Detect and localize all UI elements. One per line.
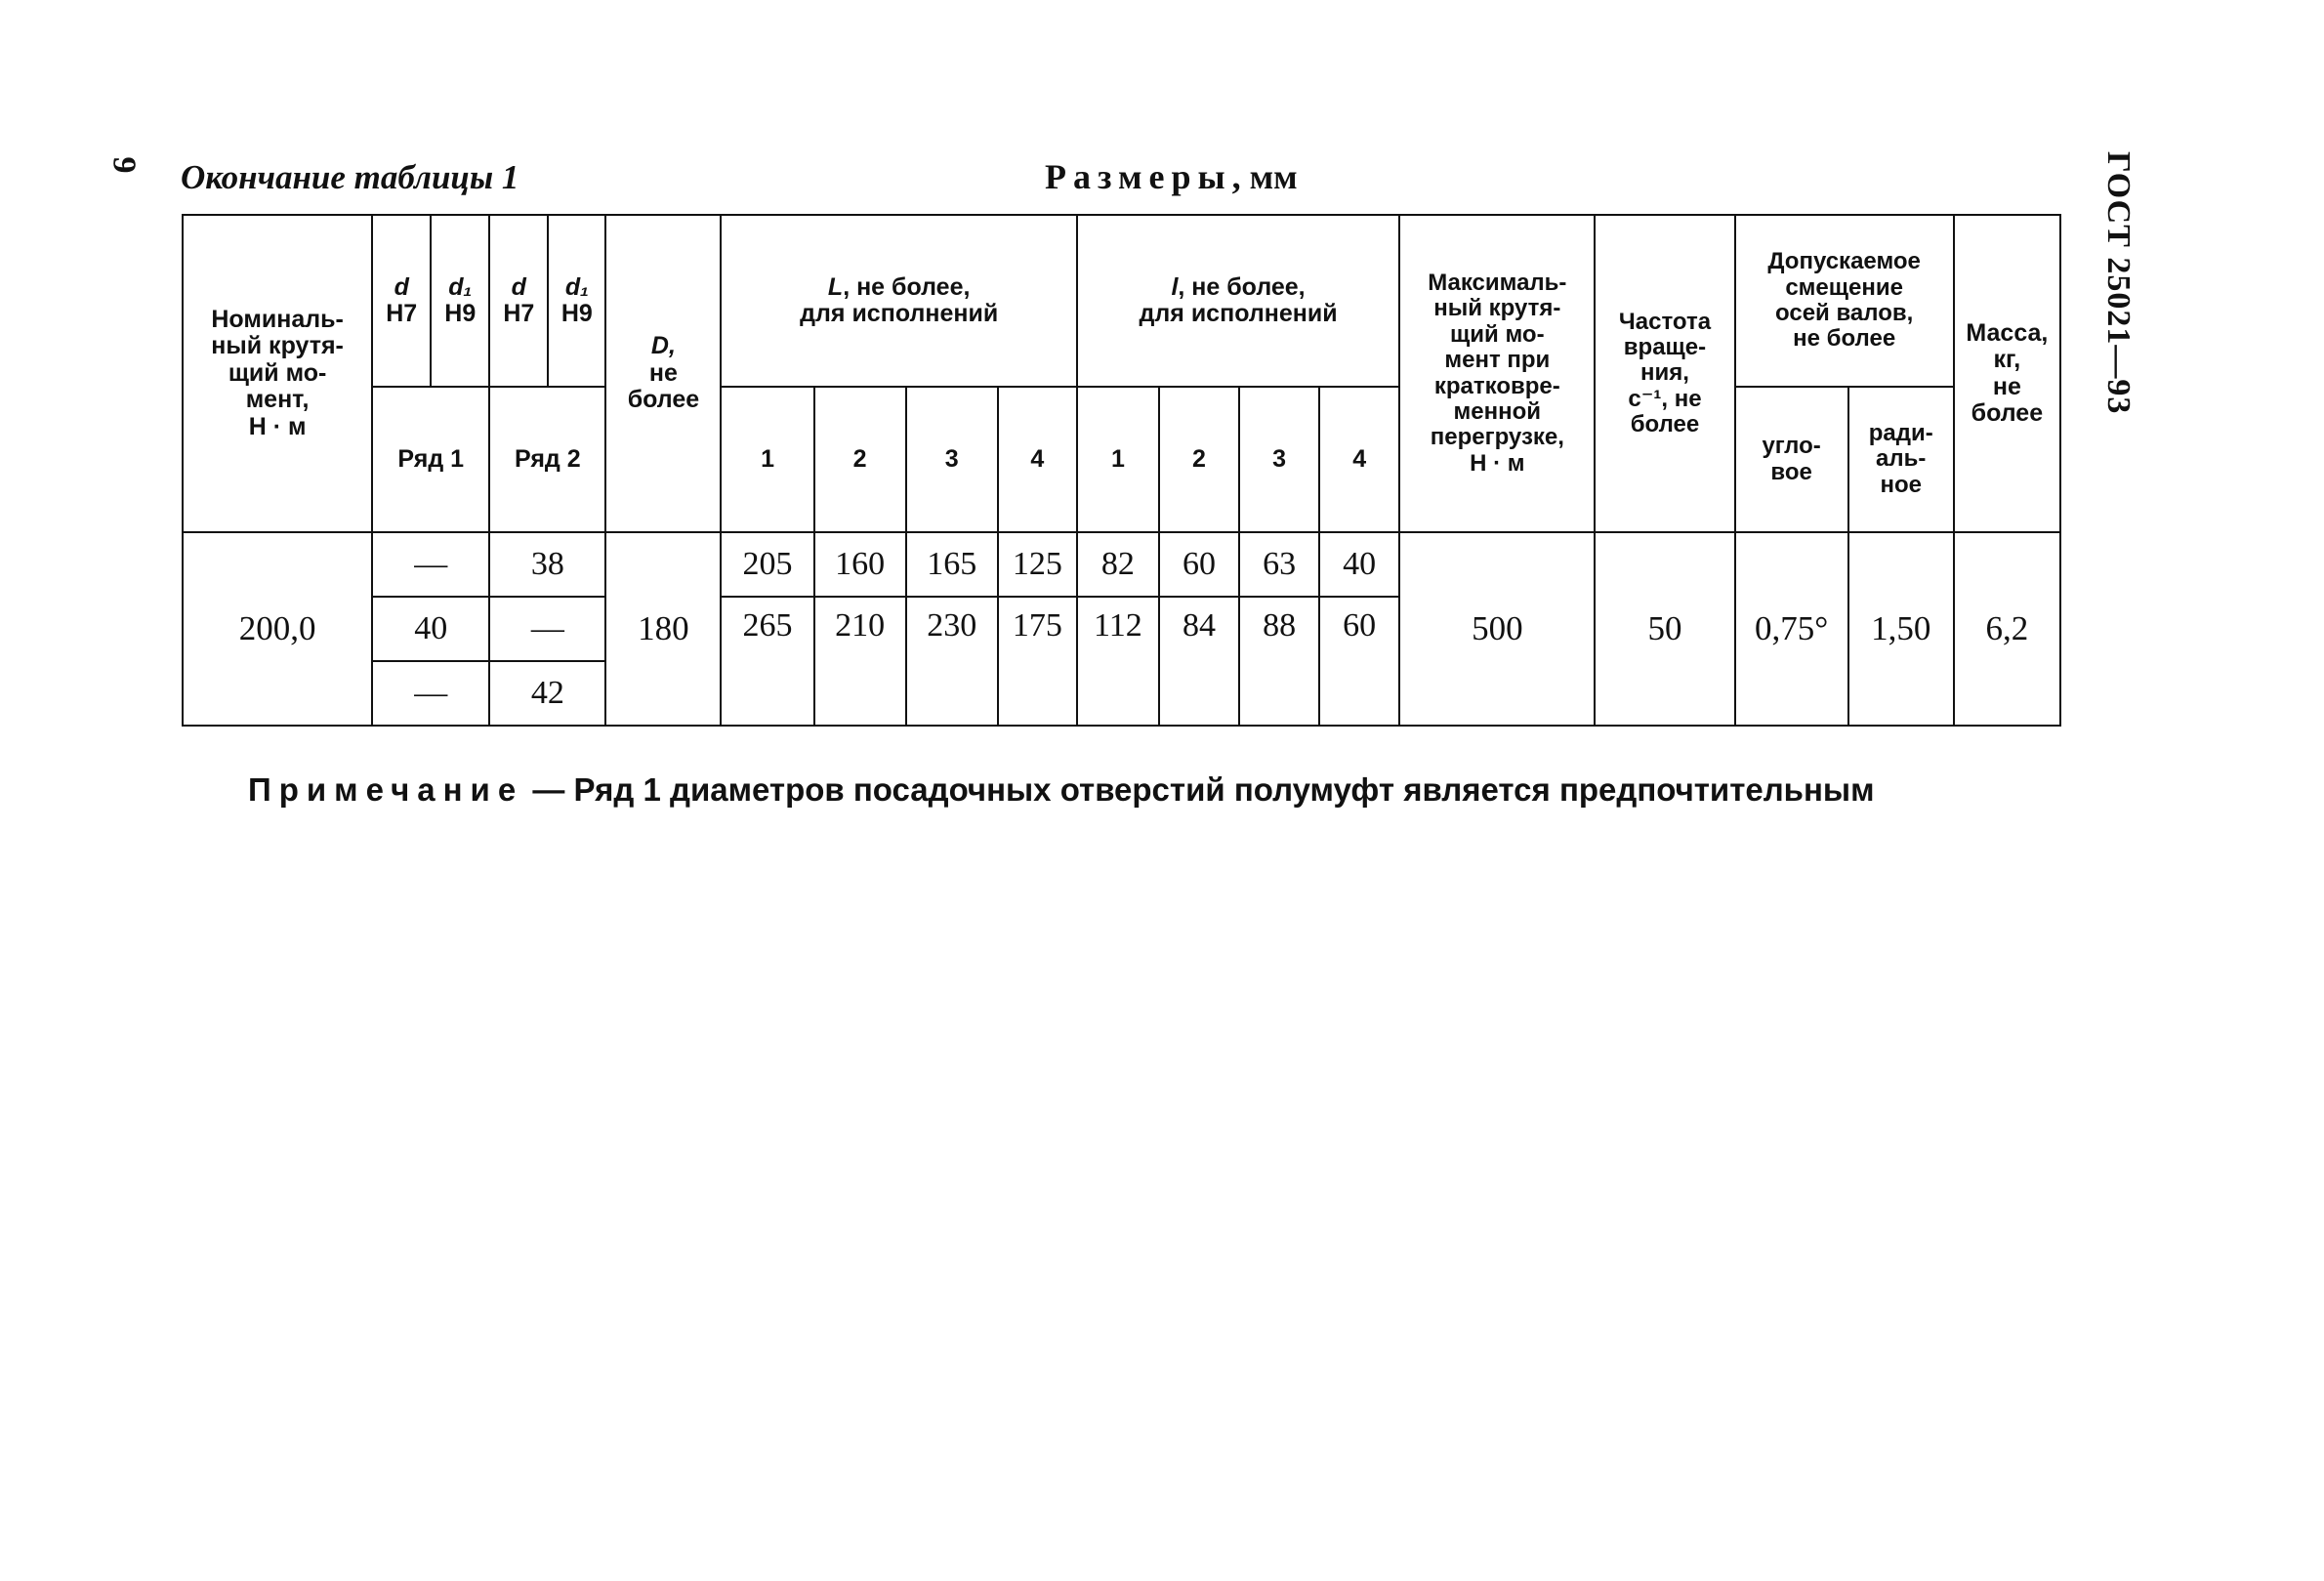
cell-l1-b: 112 xyxy=(1077,597,1159,726)
header-outer-diameter: D, не более xyxy=(605,215,721,532)
header-d-h7-row2: d Н7 xyxy=(489,215,548,387)
cell-max-torque: 500 xyxy=(1399,532,1595,726)
table-continuation-caption: Окончание таблицы 1 xyxy=(181,158,519,196)
header-nominal-torque: Номиналь- ный крутя- щий мо- мент, Н · м xyxy=(183,215,372,532)
cell-L2-b: 210 xyxy=(814,597,906,726)
cell-L1-b: 265 xyxy=(721,597,813,726)
header-d1-h9-row1: d₁ Н9 xyxy=(431,215,489,387)
cell-l2-a: 60 xyxy=(1159,532,1239,597)
coupling-spec-table xyxy=(182,214,2061,727)
header-d-h7-row1: d Н7 xyxy=(372,215,431,387)
page-number: 9 xyxy=(105,156,143,174)
header-radial: ради- аль- ное xyxy=(1848,387,1954,532)
header-l-exec-3: 3 xyxy=(1239,387,1319,532)
header-row-2: Ряд 2 xyxy=(489,387,605,532)
cell-row2-b: — xyxy=(489,597,605,661)
cell-l4-a: 40 xyxy=(1319,532,1399,597)
header-rotation-frequency: Частота враще- ния, с⁻¹, не более xyxy=(1595,215,1734,532)
cell-row1-a: — xyxy=(372,532,489,597)
header-angular: угло- вое xyxy=(1735,387,1848,532)
cell-L1-a: 205 xyxy=(721,532,813,597)
header-L-exec-3: 3 xyxy=(906,387,998,532)
header-mass: Масса, кг, не более xyxy=(1954,215,2060,532)
cell-torque: 200,0 xyxy=(183,532,372,726)
note-label: Примечание xyxy=(248,771,524,808)
header-length-l: l, не более, для исполнений xyxy=(1077,215,1399,387)
header-axis-offset: Допускаемое смещение осей валов, не более xyxy=(1735,215,1954,387)
cell-l4-b: 60 xyxy=(1319,597,1399,726)
header-max-torque: Максималь- ный крутя- щий мо- мент при кратковре- менной перегрузке, Н · м xyxy=(1399,215,1595,532)
cell-radial: 1,50 xyxy=(1848,532,1954,726)
cell-L4-b: 175 xyxy=(998,597,1077,726)
units-caption-word: Размеры xyxy=(1045,157,1232,196)
standard-label: ГОСТ 25021—93 xyxy=(2100,151,2137,415)
header-row-1: Ряд 1 xyxy=(372,387,489,532)
header-length-L: L, не более, для исполнений xyxy=(721,215,1076,387)
cell-row1-b: 40 xyxy=(372,597,489,661)
cell-row2-c: 42 xyxy=(489,661,605,726)
table-note xyxy=(248,771,1875,809)
note-text: — Ряд 1 диаметров посадочных отверстий полумуфт является предпочтительным xyxy=(523,771,1875,808)
cell-l1-a: 82 xyxy=(1077,532,1159,597)
cell-frequency: 50 xyxy=(1595,532,1734,726)
header-l-exec-2: 2 xyxy=(1159,387,1239,532)
header-L-exec-1: 1 xyxy=(721,387,813,532)
cell-L2-a: 160 xyxy=(814,532,906,597)
cell-row2-a: 38 xyxy=(489,532,605,597)
header-l-exec-4: 4 xyxy=(1319,387,1399,532)
units-caption-unit: , мм xyxy=(1231,157,1298,196)
header-d1-h9-row2: d₁ Н9 xyxy=(548,215,605,387)
cell-l3-a: 63 xyxy=(1239,532,1319,597)
cell-mass: 6,2 xyxy=(1954,532,2060,726)
cell-l2-b: 84 xyxy=(1159,597,1239,726)
cell-L4-a: 125 xyxy=(998,532,1077,597)
cell-l3-b: 88 xyxy=(1239,597,1319,726)
cell-row1-c: — xyxy=(372,661,489,726)
cell-angular: 0,75° xyxy=(1735,532,1848,726)
units-caption xyxy=(1045,156,1298,197)
cell-L3-a: 165 xyxy=(906,532,998,597)
cell-D: 180 xyxy=(605,532,721,726)
header-L-exec-2: 2 xyxy=(814,387,906,532)
header-L-exec-4: 4 xyxy=(998,387,1077,532)
header-l-exec-1: 1 xyxy=(1077,387,1159,532)
cell-L3-b: 230 xyxy=(906,597,998,726)
